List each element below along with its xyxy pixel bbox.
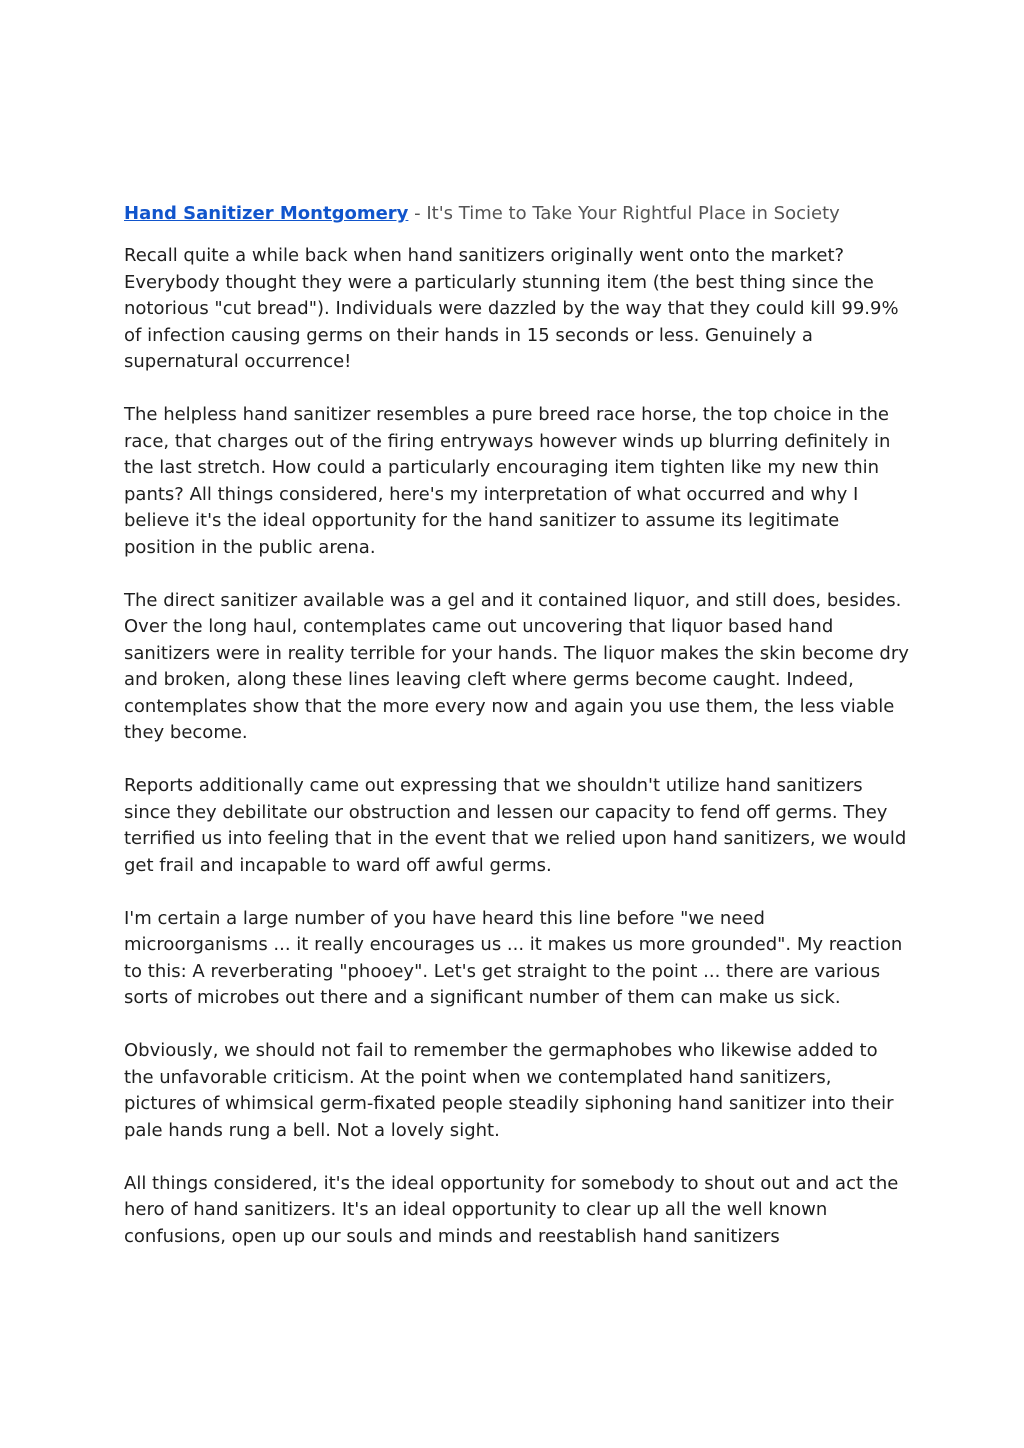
- title-subtitle: It's Time to Take Your Rightful Place in Society: [426, 203, 840, 224]
- document-page: [124, 200, 909, 1277]
- document-heading: [124, 200, 909, 227]
- paragraph: All things considered, it's the ideal opportunity for somebody to shout out and act the hero of hand sanitizers. It's an ideal opportunity to clear up all the well known confusions, open up our souls and minds and reestablish hand sanitizers: [124, 1172, 899, 1247]
- paragraph: I'm certain a large number of you have heard this line before "we need microorganisms ... it really encourages us ... it makes us more grounded". My reaction to this: A reverberating "phooey". Let's get straight to the point ... there are various sorts of microbes out there and a significant number of them can make us sick.: [124, 907, 903, 1008]
- paragraph: Obviously, we should not fail to remember the germaphobes who likewise added to the unfavorable criticism. At the point when we contemplated hand sanitizers, pictures of whimsical germ-fixated people steadily siphoning hand sanitizer into their pale hands rung a bell. Not a lovely sight.: [124, 1040, 894, 1141]
- paragraph: The direct sanitizer available was a gel and it contained liquor, and still does, besides. Over the long haul, contemplates came out uncovering that liquor based hand sanitizers were in reality terrible for your hands. The liquor makes the skin become dry and broken, along these lines leaving cleft where germs become caught. Indeed, contemplates show that the more every now and again you use them, the less viable they become.: [124, 589, 909, 743]
- paragraph: The helpless hand sanitizer resembles a pure breed race horse, the top choice in the race, that charges out of the firing entryways however winds up blurring definitely in the last stretch. How could a particularly encouraging item tighten like my new thin pants? All things considered, here's my interpretation of what occurred and why I believe it's the ideal opportunity for the hand sanitizer to assume its legitimate position in the public arena.: [124, 404, 891, 558]
- paragraph: Reports additionally came out expressing that we shouldn't utilize hand sanitizers since they debilitate our obstruction and lessen our capacity to fend off germs. They terrified us into feeling that in the event that we relied upon hand sanitizers, we would get frail and incapable to ward off awful germs.: [124, 775, 907, 876]
- title-link[interactable]: Hand Sanitizer Montgomery: [124, 203, 409, 224]
- paragraph: Recall quite a while back when hand sanitizers originally went onto the market? Everybody thought they were a particularly stunning item (the best thing since the notorious "cut bread"). Individuals were dazzled by the way that they could kill 99.9% of infection causing germs on their hands in 15 seconds or less. Genuinely a supernatural occurrence!: [124, 245, 899, 372]
- title-separator: -: [408, 203, 427, 224]
